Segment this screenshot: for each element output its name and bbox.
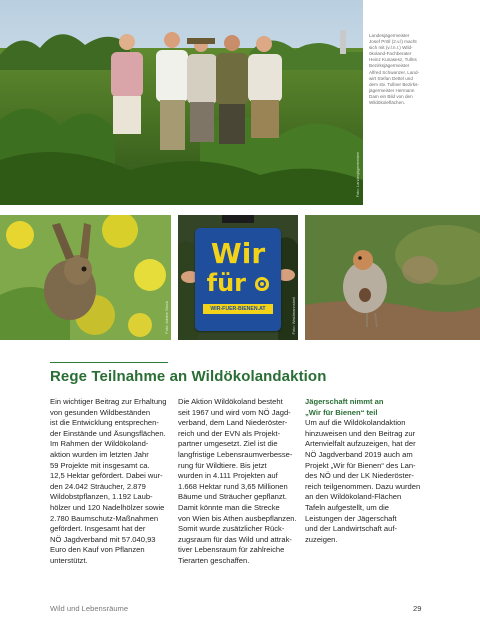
text-line: und der Landwirtschaft auf- — [305, 524, 398, 534]
wir-fuer-bienen-sign — [195, 228, 281, 331]
text-line: 2.780 Baumschutz-Maßnahmen — [50, 513, 159, 523]
subheading-line: „Wir für Bienen“ teil — [305, 407, 378, 417]
footer-section-title: Wild und Lebensräume — [50, 604, 129, 613]
text-line: Artenvielfalt aufzuzeigen, hat der — [305, 439, 416, 449]
sign-text-fuer: für — [206, 269, 246, 297]
text-line: an den Wildökoland-Flächen — [305, 492, 402, 502]
text-line: Im Rahmen der Wildökoland- — [50, 439, 149, 449]
text-line: gefördert. Insgesamt hat der — [50, 524, 146, 534]
text-line: des NÖ und der LK Niederöster- — [305, 471, 414, 481]
text-line: verband, dem Land Niederöster- — [178, 418, 288, 428]
text-line: partner umgesetzt. Ziel ist die — [178, 439, 278, 449]
caption-line: wirt Stefan Dettel und — [369, 75, 413, 81]
text-line: Projekt „Wir für Bienen“ des Lan- — [305, 460, 416, 470]
text-line: rung für Wildtiere. Bis jetzt — [178, 460, 267, 470]
partridge-photo — [305, 215, 480, 340]
text-line: von Wien bis Athen ausbepflanzen. — [178, 513, 297, 523]
caption-line: jägermeister Hermann — [369, 87, 415, 93]
text-line: reich und der EVN als Projekt- — [178, 428, 281, 438]
text-line: Die Aktion Wildökoland besteht — [178, 397, 283, 406]
article-headline: Rege Teilnahme an Wildökolandaktion — [50, 368, 327, 385]
caption-line: Landesjägermeister — [369, 33, 410, 38]
text-line: seit 1967 und wird vom NÖ Jagd- — [178, 407, 291, 417]
text-line: 12,5 Hektar gefördert. Dabei wur- — [50, 471, 163, 481]
article-column-2 — [178, 397, 302, 567]
text-line: Um auf die Wildökolandaktion — [305, 418, 406, 428]
text-line: Wildobstpflanzen, 1.192 Laub- — [50, 492, 153, 502]
caption-line: ökoland-Fachberater — [369, 51, 412, 57]
headline-rule — [50, 362, 168, 363]
sign-text-wir: Wir — [210, 237, 266, 270]
text-line: NÖ Jagdverband mit 57.040,93 — [50, 534, 156, 544]
caption-line: dem stv. Tullner Bezirks- — [369, 81, 419, 87]
text-line: Leistungen der Jägerschaft — [305, 513, 397, 523]
text-line: der Einstände und Äsungsflächen. — [50, 428, 166, 438]
subheading-line: Jägerschaft nimmt an — [305, 397, 384, 406]
text-line: ist die Entwicklung entsprechen- — [50, 418, 159, 428]
text-line: hinzuweisen und den Beitrag zur — [305, 428, 416, 438]
photo-caption — [369, 33, 469, 106]
text-line: Tierarten geschaffen. — [178, 555, 250, 565]
photo-credit: Foto: Landesjägermeister — [355, 151, 360, 197]
text-line: den 24.042 Sträucher, 2.879 — [50, 481, 146, 491]
text-line: Euro den Kauf von Pflanzen — [50, 545, 145, 555]
hare-photo — [0, 215, 171, 340]
text-line: tiver Lebensraum für zahlreiche — [178, 545, 285, 555]
caption-line: Dam ein Bild von den — [369, 93, 413, 99]
caption-line: Alfred Schwanzer, Land- — [369, 69, 420, 75]
caption-line: Josef Pröll (2.v.l) macht — [369, 39, 417, 45]
sign-url: WIR-FUER-BIENEN.AT — [203, 304, 273, 314]
text-line: Tafeln aufgestellt, um die — [305, 502, 390, 512]
caption-line: Heinz Kunasesz, Tullns — [369, 57, 417, 63]
text-line: zuzeigen. — [305, 534, 338, 544]
article-column-3 — [305, 397, 429, 545]
caption-line: sich mit (v.l.n.r.) Wild- — [369, 45, 413, 51]
text-line: wurden in 4.111 Projekten auf — [178, 471, 278, 481]
text-line: von gesunden Wildbeständen — [50, 407, 151, 417]
text-line: 59 Projekte mit insgesamt ca. — [50, 460, 150, 470]
bee-icon — [255, 277, 269, 291]
caption-line: Bezirksjägermeister — [369, 63, 410, 69]
text-line: Bäume und Sträucher gepflanzt. — [178, 492, 287, 502]
text-line: unterstützt. — [50, 555, 88, 565]
text-line: 1.668 Hektar rund 3,65 Millionen — [178, 481, 288, 491]
text-line: reich teilgenommen. Dazu wurden — [305, 481, 421, 491]
text-line: aktion wurden im letzten Jahr — [50, 449, 149, 459]
text-line: langfristige Lebensraumverbesse- — [178, 449, 293, 459]
photo-credit: Foto: Waidmannsheil — [291, 296, 296, 334]
text-line: Damit könnte man die Strecke — [178, 502, 280, 512]
caption-line: Wildökoleflächen. — [369, 100, 406, 106]
text-line: Somit wurde zusätzlicher Rück- — [178, 524, 285, 534]
text-line: hölzer und 120 Nadelhölzer sowie — [50, 502, 165, 512]
page-number: 29 — [413, 604, 422, 613]
sign-photo — [178, 215, 298, 340]
text-line: NÖ Jagdverband 2019 auch am — [305, 449, 413, 459]
photo-credit: Foto: Adobe Stock — [164, 301, 169, 334]
text-line: zugsraum für das Wild und attrak- — [178, 534, 292, 544]
text-line: Ein wichtiger Beitrag zur Erhaltung — [50, 397, 167, 406]
group-photo — [0, 0, 363, 205]
article-column-1 — [50, 397, 174, 567]
